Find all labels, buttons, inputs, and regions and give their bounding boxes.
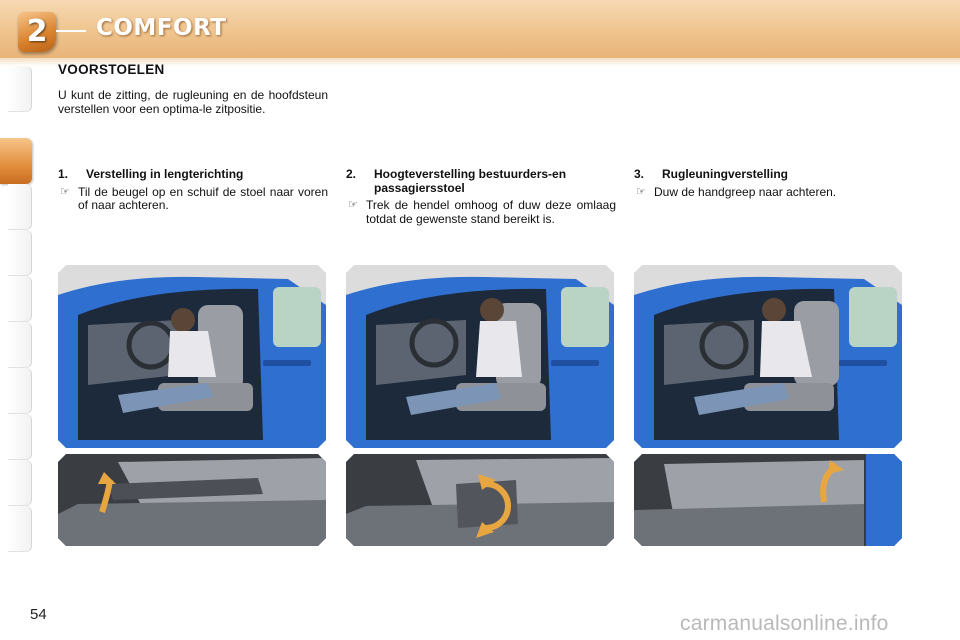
step-3-title: Rugleuningverstelling: [662, 167, 789, 181]
seat-rail-detail: [58, 454, 326, 546]
step-2-text: Trek de hendel omhoog of duw deze omlaag totdat de gewenste stand bereikt is.: [366, 198, 616, 226]
section-intro: U kunt de zitting, de rugleuning en de hoofdsteun verstellen voor een optima-le zitpositie.: [58, 88, 328, 116]
step-2: [346, 168, 616, 226]
seat-detail-3: [634, 454, 902, 546]
step-3: [634, 168, 904, 199]
chapter-tab-9[interactable]: [8, 460, 32, 506]
step-1-text: Til de beugel op en schuif de stoel naar voren of naar achteren.: [78, 184, 328, 212]
step-2-title: Hoogteverstelling bestuurders-en passagiersstoel: [374, 167, 567, 195]
chapter-badge: [18, 12, 56, 52]
car-driver-seat-illustration: [346, 265, 614, 448]
header-connector-line: [56, 30, 86, 32]
pointing-hand-icon: ☞: [636, 185, 646, 198]
step-3-instruction: [634, 186, 904, 200]
chapter-tab-2-active[interactable]: [0, 138, 32, 184]
step-1-title: Verstelling in lengterichting: [86, 167, 244, 181]
chapter-tab-4[interactable]: [8, 230, 32, 276]
page-number: 54: [30, 606, 47, 623]
seat-backrest-lever-detail: [634, 454, 902, 546]
chapter-tabs: [0, 66, 34, 576]
step-2-number: 2.: [346, 167, 357, 181]
chapter-tab-3[interactable]: [8, 184, 32, 230]
chapter-tab-7[interactable]: [8, 368, 32, 414]
step-1: [58, 168, 328, 213]
seat-illustration-3: [634, 265, 902, 448]
car-driver-seat-illustration: [58, 265, 326, 448]
watermark: carmanualsonline.info: [680, 612, 889, 635]
chapter-tab-6[interactable]: [8, 322, 32, 368]
chapter-tab-10[interactable]: [8, 506, 32, 552]
chapter-tab-1[interactable]: [8, 66, 32, 112]
chapter-tab-5[interactable]: [8, 276, 32, 322]
step-3-number: 3.: [634, 167, 645, 181]
seat-detail-2: [346, 454, 614, 546]
pointing-hand-icon: ☞: [348, 199, 358, 211]
chapter-number: 2: [26, 14, 48, 49]
step-3-heading: [634, 168, 904, 182]
step-1-instruction: [58, 186, 328, 213]
chapter-tab-8[interactable]: [8, 414, 32, 460]
step-1-heading: [58, 168, 328, 182]
step-1-number: 1.: [58, 167, 69, 181]
seat-height-lever-detail: [346, 454, 614, 546]
seat-illustration-1: [58, 265, 326, 448]
chapter-title: COMFORT: [96, 15, 227, 41]
seat-detail-1: [58, 454, 326, 546]
seat-illustration-2: [346, 265, 614, 448]
pointing-hand-icon: ☞: [60, 185, 70, 198]
section-title: VOORSTOELEN: [58, 62, 165, 77]
step-2-instruction: [346, 199, 616, 226]
step-2-heading: [346, 168, 616, 195]
step-3-text: Duw de handgreep naar achteren.: [654, 184, 837, 199]
car-driver-seat-illustration: [634, 265, 902, 448]
